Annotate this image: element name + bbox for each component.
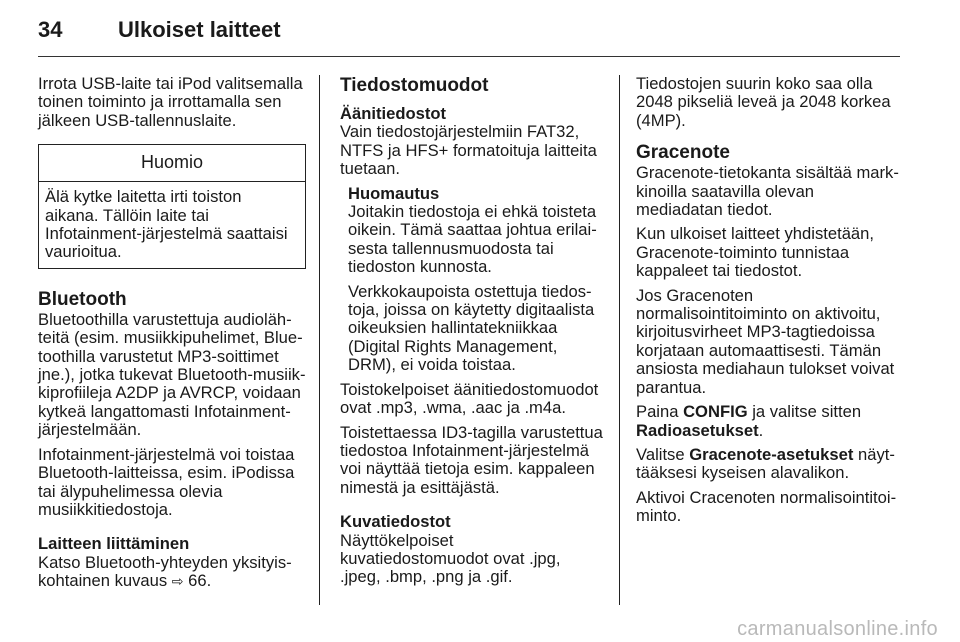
gracenote-paragraph-1: Gracenote-tietokanta sisältää markkinoilla saatavilla olevan mediadatan tiedot. bbox=[636, 163, 899, 220]
column-1 bbox=[38, 75, 306, 597]
gracenote-heading: Gracenote bbox=[636, 142, 730, 164]
caution-text: Älä kytke laitetta irti toiston aikana. Tällöin laite tai Infotainment-järjestelmä saattaisi vaurioitua. bbox=[45, 187, 288, 262]
spacer bbox=[38, 279, 306, 289]
bluetooth-heading: Bluetooth bbox=[38, 288, 127, 310]
gracenote-paragraph-3: Jos Gracenoten normalisointitoiminto on aktivoitu, kirjoitusvirheet MP3-tagtiedoissa korjataan automaattisesti. Tämän ansiosta mediahaun tulokset voivat parantua. bbox=[636, 285, 895, 397]
gn5-text-a: Valitse bbox=[636, 444, 685, 464]
image-files-paragraph: Näyttökelpoiset kuvatiedostomuodot ovat .jpg, .jpeg, .bmp, .png ja .gif. bbox=[340, 530, 561, 587]
config-button-label: CONFIG bbox=[683, 402, 748, 422]
column-2 bbox=[340, 75, 605, 593]
connect-device-paragraph bbox=[38, 554, 306, 591]
gracenote-paragraph-5 bbox=[636, 446, 904, 483]
gracenote-paragraph-6: Aktivoi Cracenoten normalisointitoiminto. bbox=[636, 487, 897, 526]
connect-device-heading: Laitteen liittäminen bbox=[38, 534, 190, 554]
page-number: 34 bbox=[38, 17, 63, 42]
gn4-text-c: . bbox=[758, 420, 764, 440]
watermark: carmanualsonline.info bbox=[737, 617, 938, 640]
gracenote-settings-menu-label: Gracenote-asetukset bbox=[689, 444, 854, 464]
radio-settings-menu-label: Radioasetukset bbox=[636, 420, 759, 440]
connect-device-text: Katso Bluetooth-yhteyden yksityiskohtainen kuvaus bbox=[38, 552, 292, 591]
gn4-text-a: Paina bbox=[636, 402, 679, 422]
note-paragraph-2: Verkkokaupoista ostettuja tiedostoja, joissa on käytetty digitaalista oikeuksien hallintatekniikkaa (Digital Rights Management, DRM), ei voida toistaa. bbox=[348, 281, 595, 375]
note-paragraph-1: Joitakin tiedostoja ei ehkä toisteta oikein. Tämä saattaa johtua erilaisesta tallennusmuodosta tai tiedoston kunnosta. bbox=[348, 202, 597, 277]
image-size-paragraph: Tiedostojen suurin koko saa olla 2048 pikseliä leveä ja 2048 korkea (4MP). bbox=[636, 74, 891, 130]
page-title: Ulkoiset laitteet bbox=[118, 17, 281, 42]
audio-files-paragraph-3: Toistettaessa ID3-tagilla varustettua tiedostoa Infotainment-järjestelmä voi näyttää tietoja esim. kappaleen nimestä ja esittäjästä. bbox=[340, 422, 603, 497]
gracenote-paragraph-4 bbox=[636, 403, 904, 440]
file-formats-heading: Tiedostomuodot bbox=[340, 75, 489, 96]
page-reference-link[interactable]: 66. bbox=[188, 571, 212, 591]
header-rule bbox=[38, 56, 900, 57]
audio-files-heading: Äänitiedostot bbox=[340, 104, 447, 123]
image-files-heading: Kuvatiedostot bbox=[340, 512, 451, 532]
gn5-text-b: näyttääksesi kyseisen alavalikon. bbox=[636, 444, 895, 483]
note-block bbox=[340, 185, 605, 375]
note-heading: Huomautus bbox=[348, 183, 440, 203]
caution-title: Huomio bbox=[39, 145, 305, 182]
page-reference-arrow-icon: ⇨ bbox=[171, 573, 184, 590]
column-divider-1 bbox=[319, 75, 320, 605]
bluetooth-paragraph-2: Infotainment-järjestelmä voi toistaa Bluetooth-laitteissa, esim. iPodissa tai älypuhelimessa olevia musiikkitiedostoja. bbox=[38, 444, 295, 519]
gn4-text-b: ja valitse sitten bbox=[752, 402, 862, 422]
audio-files-paragraph-1: Vain tiedostojärjestelmiin FAT32, NTFS ja HFS+ formatoituja laitteita tuetaan. bbox=[340, 122, 597, 179]
audio-files-paragraph-2: Toistokelpoiset äänitiedostomuodot ovat .mp3, .wma, .aac ja .m4a. bbox=[340, 379, 599, 418]
caution-box bbox=[38, 144, 306, 269]
bluetooth-paragraph-1: Bluetoothilla varustettuja audiolähteitä (esim. musiikkipuhelimet, Bluetoothilla varustetut MP3-soittimet jne.), jotka tukevat Bluetooth-musiikkiprofiileja A2DP ja AVRCP, voidaan kytkeä langattomasti Infotainment-järjestelmään. bbox=[38, 309, 306, 440]
usb-remove-paragraph: Irrota USB-laite tai iPod valitsemalla toinen toiminto ja irrottamalla sen jälkeen USB-tallennuslaite. bbox=[38, 74, 303, 130]
gracenote-paragraph-2: Kun ulkoiset laitteet yhdistetään, Gracenote-toiminto tunnistaa kappaleet tai tiedostot. bbox=[636, 224, 874, 281]
column-3 bbox=[636, 75, 904, 532]
column-divider-2 bbox=[619, 75, 620, 605]
